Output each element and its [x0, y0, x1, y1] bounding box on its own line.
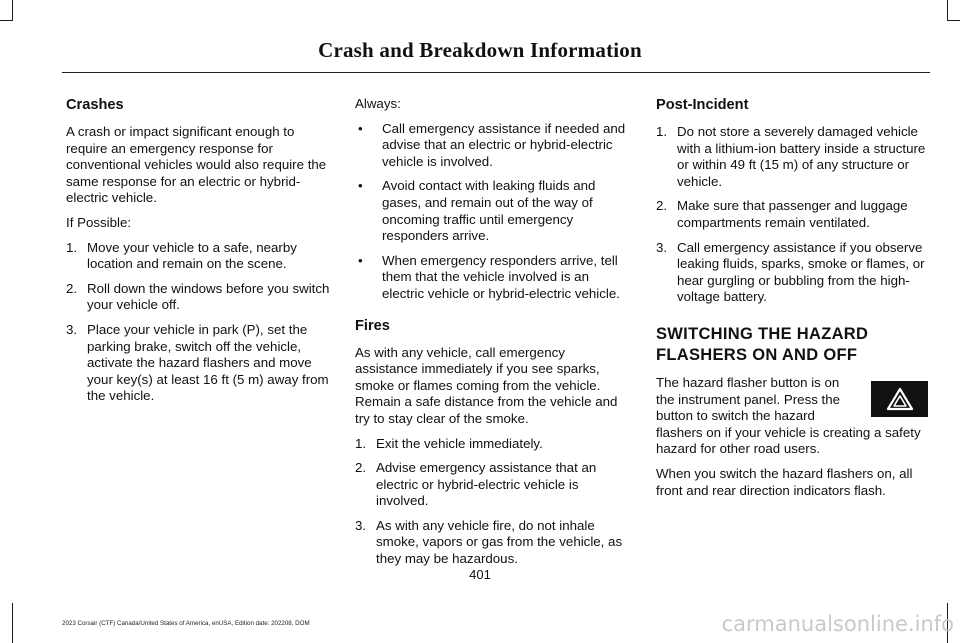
list-item-text: Exit the vehicle immediately. — [376, 435, 543, 451]
edition-footer: 2023 Corsair (CTF) Canada/United States of America, enUSA, Edition date: 202208, DOM — [62, 620, 310, 627]
list-item — [355, 436, 631, 453]
list-number: 3. — [355, 517, 367, 533]
list-item-text: Make sure that passenger and luggage compartments remain ventilated. — [677, 198, 908, 230]
list-number: 2. — [355, 460, 367, 476]
list-item-text: As with any vehicle fire, do not inhale smoke, vapors or gas from the vehicle, as they may be hazardous. — [376, 517, 623, 567]
crash-steps-list — [66, 240, 338, 405]
list-item-text: Call emergency assistance if you observe leaking fluids, sparks, smoke or flames, or hear gurgling or bubbling from the high-voltage battery. — [677, 239, 925, 305]
if-possible-label: If Possible: — [66, 214, 132, 230]
crashes-intro: A crash or impact significant enough to require an emergency response for conventional vehicles would also require the same response for an electric or hybrid-electric vehicle. — [66, 124, 327, 206]
list-item-text: Roll down the windows before you switch your vehicle off. — [87, 280, 330, 313]
list-item — [355, 253, 631, 303]
always-label: Always: — [355, 96, 401, 111]
section-heading — [656, 324, 928, 366]
list-number: 1. — [355, 435, 367, 451]
list-number: 1. — [66, 239, 78, 255]
list-item — [656, 198, 928, 231]
list-number: 1. — [656, 124, 668, 139]
section-heading-line-2: FLASHERS ON AND OFF — [656, 345, 858, 364]
crop-mark-top-right-vertical — [947, 0, 948, 20]
list-item — [66, 240, 338, 273]
always-bullet-list — [355, 121, 631, 303]
hazard-paragraph-text: The hazard flasher button is on the instrument panel. Press the button to switch the hazard flashers on if your vehicle is creating a safety hazard for other road users. — [656, 374, 921, 457]
column-post-incident — [656, 96, 928, 507]
list-item-text: Avoid contact with leaking fluids and gases, and remain out of the way of oncoming traffic until emergency responders arrive. — [382, 178, 596, 244]
list-number: 2. — [66, 280, 78, 296]
column-always-fires — [355, 96, 631, 576]
list-item — [355, 178, 631, 244]
list-item — [656, 240, 928, 306]
hazard-paragraph — [656, 375, 928, 458]
crop-mark-bottom-left-vertical — [12, 603, 13, 643]
bullet-icon: • — [358, 252, 363, 268]
section-heading-line-1: SWITCHING THE HAZARD — [656, 324, 869, 343]
hazard-icon-image — [871, 381, 928, 417]
list-item — [66, 322, 338, 405]
list-number: 3. — [656, 239, 668, 255]
list-item-text: Call emergency assistance if needed and advise that an electric or hybrid-electric vehicle is involved. — [382, 120, 626, 169]
crop-mark-top-right-horizontal — [947, 20, 960, 21]
title-divider — [62, 72, 930, 73]
list-item — [66, 281, 338, 314]
list-item-text: Move your vehicle to a safe, nearby location and remain on the scene. — [87, 239, 297, 272]
list-number: 2. — [656, 198, 668, 214]
list-number: 3. — [66, 321, 78, 337]
bullet-icon: • — [358, 120, 363, 136]
list-item — [355, 460, 631, 510]
post-incident-heading: Post-Incident — [656, 97, 749, 113]
list-item-text: Advise emergency assistance that an electric or hybrid-electric vehicle is involved. — [376, 460, 597, 509]
list-item-text: When emergency responders arrive, tell them that the vehicle involved is an electric vehicle or hybrid-electric vehicle. — [382, 252, 620, 301]
list-item — [355, 121, 631, 171]
hazard-warning-triangle-icon — [871, 381, 928, 417]
fires-intro: As with any vehicle, call emergency assistance immediately if you see sparks, smoke or flames coming from the vehicle. Remain a safe distance from the vehicle and try to stay clear of the smoke. — [355, 344, 618, 426]
crop-mark-top-left-vertical — [12, 0, 13, 20]
list-item — [656, 124, 928, 190]
list-item-text: Place your vehicle in park (P), set the parking brake, switch off the vehicle, activate the hazard flashers and move your key(s) at least 16 ft (5 m) away from the vehicle. — [87, 321, 329, 404]
page-number: 401 — [469, 567, 491, 582]
list-item-text: Do not store a severely damaged vehicle with a lithium-ion battery inside a structure or within 49 ft (15 m) of any structure or vehicle. — [677, 124, 926, 189]
watermark: carmanualsonline.info — [721, 612, 954, 636]
crashes-heading: Crashes — [66, 97, 124, 113]
fire-steps-list — [355, 436, 631, 568]
bullet-icon: • — [358, 178, 363, 194]
list-item — [355, 518, 631, 568]
crop-mark-top-left-horizontal — [0, 20, 13, 21]
switch-paragraph: When you switch the hazard flashers on, all front and rear direction indicators flash. — [656, 465, 913, 498]
post-incident-steps-list — [656, 124, 928, 306]
fires-heading: Fires — [355, 317, 390, 334]
page-title: Crash and Breakdown Information — [318, 38, 642, 62]
column-crashes — [66, 96, 338, 413]
